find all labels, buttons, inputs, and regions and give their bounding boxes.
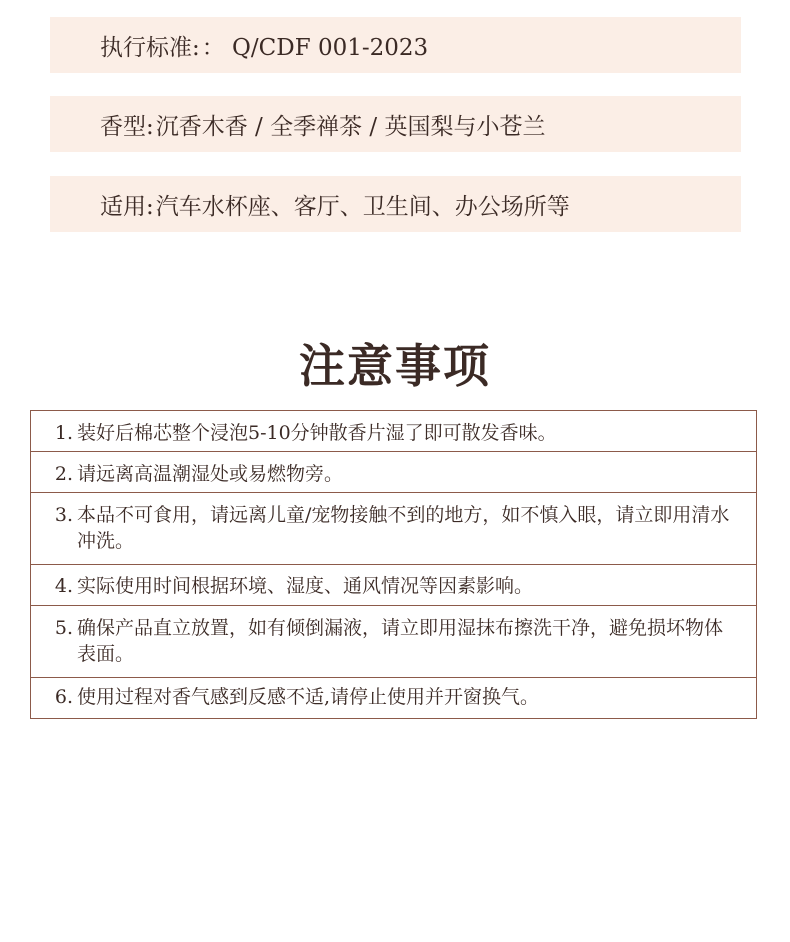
spec-standard-label: 执行标准: [100, 34, 200, 61]
notice-item-text: 使用过程对香气感到反感不适,请停止使用并开窗换气。 [77, 686, 540, 708]
notice-item [31, 493, 756, 565]
notice-item-text: 装好后棉芯整个浸泡5-10分钟散香片湿了即可散发香味。 [77, 422, 557, 444]
spec-standard-value: ： Q/CDF 001-2023 [201, 34, 429, 61]
notice-item [31, 565, 756, 606]
notice-item-number: 5. [54, 617, 73, 639]
spec-scent-value: 沉香木香 / 全季禅茶 / 英国梨与小苍兰 [155, 113, 546, 140]
notice-item [31, 606, 756, 678]
spec-usage [50, 176, 741, 232]
notice-item-number: 2. [54, 463, 73, 485]
spec-usage-label: 适用: [100, 193, 154, 220]
notice-item [31, 678, 756, 719]
notice-item [31, 411, 756, 452]
notice-title: 注意事项 [299, 339, 491, 393]
notice-table [30, 410, 757, 719]
notice-item-number: 6. [54, 686, 73, 708]
spec-standard [50, 17, 741, 73]
notice-item-text: 本品不可食用，请远离儿童/宠物接触不到的地方，如不慎入眼，请立即用清水冲洗。 [77, 504, 730, 552]
notice-item-text: 确保产品直立放置，如有倾倒漏液，请立即用湿抹布擦洗干净，避免损坏物体表面。 [77, 617, 724, 665]
notice-item-number: 4. [54, 575, 73, 597]
notice-item-text: 请远离高温潮湿处或易燃物旁。 [77, 463, 344, 485]
notice-item [31, 452, 756, 493]
notice-item-text: 实际使用时间根据环境、湿度、通风情况等因素影响。 [77, 575, 534, 597]
notice-item-number: 1. [54, 422, 73, 444]
spec-scent-label: 香型: [100, 113, 154, 140]
spec-scent [50, 96, 741, 152]
spec-usage-value: 汽车水杯座、客厅、卫生间、办公场所等 [155, 193, 570, 220]
notice-item-number: 3. [54, 504, 73, 526]
